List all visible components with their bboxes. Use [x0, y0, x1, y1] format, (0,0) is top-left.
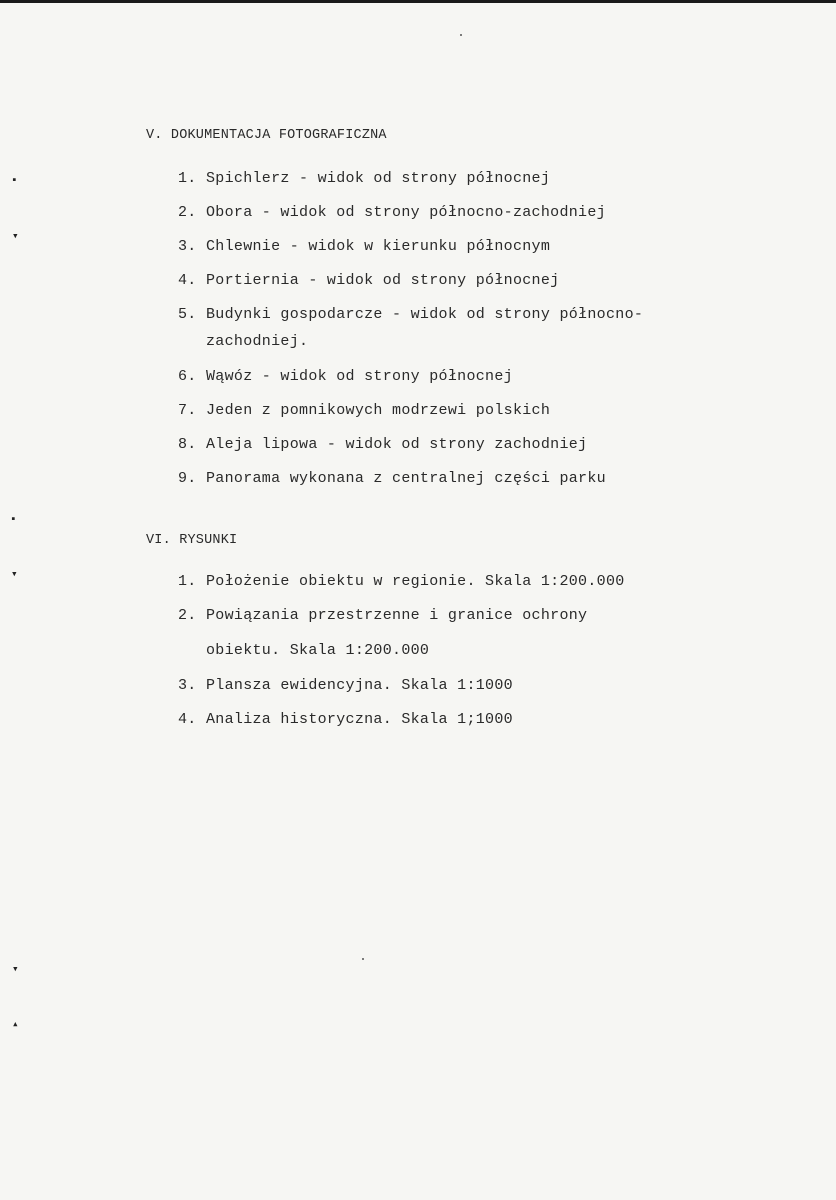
binder-mark: ▪	[11, 175, 18, 187]
scan-speck	[362, 958, 364, 960]
binder-mark: ▴	[12, 1019, 19, 1031]
binder-mark: ▾	[12, 231, 19, 243]
section-v-heading: V. DOKUMENTACJA FOTOGRAFICZNA	[146, 128, 387, 143]
list-item-continuation: zachodniej.	[206, 333, 309, 350]
binder-mark: ▾	[12, 964, 19, 976]
list-item: 7. Jeden z pomnikowych modrzewi polskich	[178, 402, 551, 419]
list-item: 4. Analiza historyczna. Skala 1;1000	[178, 711, 513, 728]
list-item: 6. Wąwóz - widok od strony północnej	[178, 368, 513, 385]
list-item: 5. Budynki gospodarcze - widok od strony północno-	[178, 306, 644, 323]
list-item-continuation: obiektu. Skala 1:200.000	[206, 642, 430, 659]
list-item: 4. Portiernia - widok od strony północnej	[178, 272, 560, 289]
list-item: 1. Spichlerz - widok od strony północnej	[178, 170, 551, 187]
binder-mark: ▾	[11, 569, 18, 581]
list-item: 2. Obora - widok od strony północno-zachodniej	[178, 204, 606, 221]
list-item: 3. Chlewnie - widok w kierunku północnym	[178, 238, 551, 255]
scan-speck	[460, 34, 462, 36]
list-item: 2. Powiązania przestrzenne i granice ochrony	[178, 607, 588, 624]
section-vi-heading: VI. RYSUNKI	[146, 533, 238, 548]
scan-top-edge	[0, 0, 836, 3]
list-item: 9. Panorama wykonana z centralnej części parku	[178, 470, 606, 487]
list-item: 8. Aleja lipowa - widok od strony zachodniej	[178, 436, 588, 453]
list-item: 1. Położenie obiektu w regionie. Skala 1:200.000	[178, 573, 625, 590]
list-item: 3. Plansza ewidencyjna. Skala 1:1000	[178, 677, 513, 694]
binder-mark: ▪	[10, 514, 17, 526]
